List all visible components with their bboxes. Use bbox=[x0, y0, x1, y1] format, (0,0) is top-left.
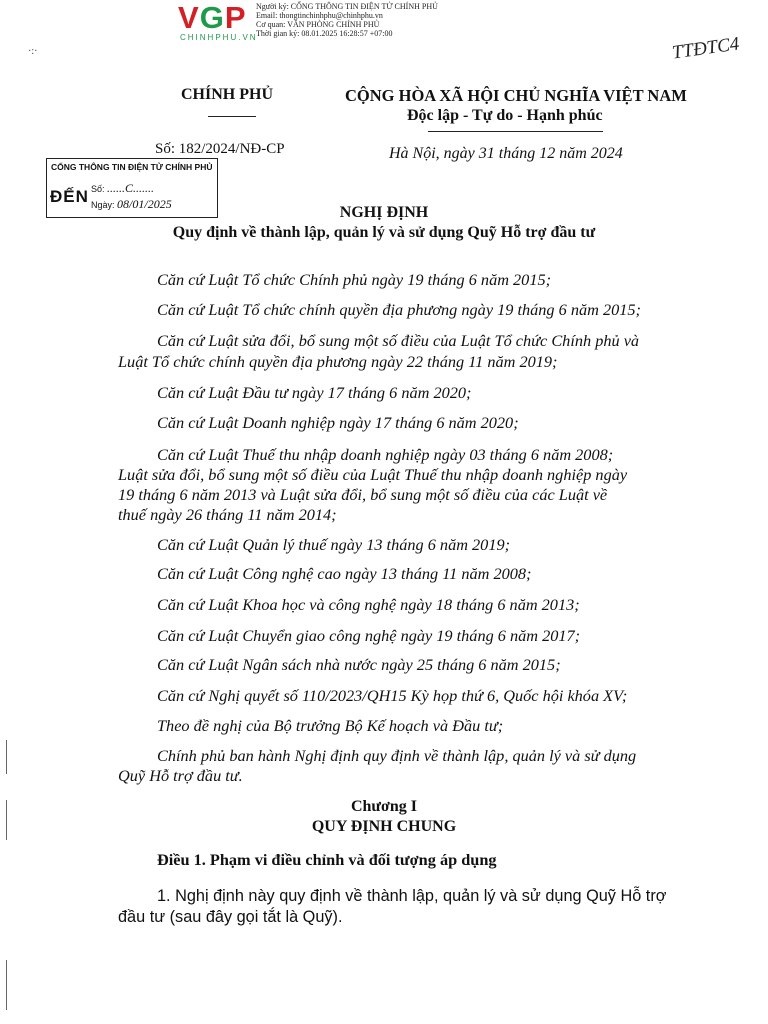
preamble-line: Căn cứ Luật Chuyển giao công nghệ ngày 19 tháng 6 năm 2017; bbox=[157, 626, 581, 645]
preamble-line: Căn cứ Luật Doanh nghiệp ngày 17 tháng 6 năm 2020; bbox=[157, 413, 519, 432]
preamble-line: Căn cứ Luật Thuế thu nhập doanh nghiệp ngày 03 tháng 6 năm 2008; bbox=[157, 445, 614, 464]
stamp-title: CỔNG THÔNG TIN ĐIỆN TỬ CHÍNH PHỦ bbox=[51, 162, 213, 172]
preamble-line: Căn cứ Luật Tổ chức chính quyền địa phương ngày 19 tháng 6 năm 2015; bbox=[157, 300, 641, 319]
place-date: Hà Nội, ngày 31 tháng 12 năm 2024 bbox=[389, 145, 623, 162]
signature-line-email: Email: thongtinchinhphu@chinhphu.vn bbox=[256, 11, 383, 20]
logo-letter-v: V bbox=[178, 0, 200, 35]
stamp-number bbox=[91, 181, 154, 196]
body-line: đầu tư (sau đây gọi tắt là Quỹ). bbox=[118, 908, 343, 926]
stamp-den: ĐẾN bbox=[50, 187, 89, 206]
preamble-line: Căn cứ Luật sửa đổi, bổ sung một số điều của Luật Tổ chức Chính phủ và bbox=[157, 331, 640, 350]
preamble-line: 19 tháng 6 năm 2013 và Luật sửa đổi, bổ sung một số điều của các Luật về bbox=[118, 485, 608, 504]
chapter-name: QUY ĐỊNH CHUNG bbox=[311, 818, 457, 835]
preamble-line: Căn cứ Luật Công nghệ cao ngày 13 tháng 11 năm 2008; bbox=[157, 564, 532, 583]
article-heading: Điều 1. Phạm vi điều chỉnh và đối tượng áp dụng bbox=[157, 850, 497, 869]
agency-underline bbox=[208, 116, 256, 117]
stamp-date-value: 08/01/2025 bbox=[117, 197, 172, 211]
document-title: NGHỊ ĐỊNH bbox=[339, 204, 429, 221]
preamble-line: Luật sửa đổi, bổ sung một số điều của Luật Thuế thu nhập doanh nghiệp ngày bbox=[118, 465, 628, 484]
body-line: 1. Nghị định này quy định về thành lập, quản lý và sử dụng Quỹ Hỗ trợ bbox=[157, 887, 667, 905]
preamble-line: Căn cứ Nghị quyết số 110/2023/QH15 Kỳ họp thứ 6, Quốc hội khóa XV; bbox=[157, 686, 628, 705]
preamble-line: Theo đề nghị của Bộ trưởng Bộ Kế hoạch và Đầu tư; bbox=[157, 716, 504, 735]
scan-margin-mark bbox=[6, 800, 7, 840]
logo-letter-g: G bbox=[199, 0, 225, 35]
preamble-line: Căn cứ Luật Khoa học và công nghệ ngày 18 tháng 6 năm 2013; bbox=[157, 595, 580, 614]
national-title: CỘNG HÒA XÃ HỘI CHỦ NGHĨA VIỆT NAM bbox=[345, 86, 687, 105]
scan-margin-mark bbox=[6, 960, 7, 1010]
national-motto: Độc lập - Tự do - Hạnh phúc bbox=[407, 107, 603, 124]
signature-line-signer: Người ký: CỔNG THÔNG TIN ĐIỆN TỬ CHÍNH PHỦ bbox=[256, 2, 438, 11]
scan-speck: ·:· bbox=[28, 46, 38, 57]
scan-margin-mark bbox=[6, 740, 7, 774]
stamp-date-label: Ngày: bbox=[91, 200, 115, 210]
preamble-line: Luật Tổ chức chính quyền địa phương ngày 22 tháng 11 năm 2019; bbox=[118, 352, 558, 371]
preamble-line: Căn cứ Luật Tổ chức Chính phủ ngày 19 tháng 6 năm 2015; bbox=[157, 270, 552, 289]
logo-site: CHINHPHU.VN bbox=[180, 33, 258, 42]
logo-letter-p: P bbox=[224, 0, 247, 35]
chapter-number: Chương I bbox=[350, 798, 418, 815]
preamble-line: Căn cứ Luật Đầu tư ngày 17 tháng 6 năm 2020; bbox=[157, 383, 472, 402]
issuing-agency: CHÍNH PHỦ bbox=[181, 86, 273, 103]
stamp-number-label: Số: bbox=[91, 184, 105, 194]
preamble-line: Chính phủ ban hành Nghị định quy định về thành lập, quản lý và sử dụng bbox=[157, 746, 637, 765]
vgp-logo bbox=[178, 2, 247, 34]
preamble-line: Quỹ Hỗ trợ đầu tư. bbox=[118, 766, 243, 785]
preamble-line: Căn cứ Luật Quản lý thuế ngày 13 tháng 6 năm 2019; bbox=[157, 535, 511, 554]
motto-underline bbox=[428, 131, 603, 132]
digital-signature bbox=[256, 2, 438, 38]
preamble-line: thuế ngày 26 tháng 11 năm 2014; bbox=[118, 505, 337, 524]
document-number: Số: 182/2024/NĐ-CP bbox=[155, 141, 285, 157]
signature-line-time: Thời gian ký: 08.01.2025 16:28:57 +07:00 bbox=[256, 29, 393, 38]
stamp-number-value: ......C....... bbox=[107, 181, 155, 195]
document-subtitle: Quy định về thành lập, quản lý và sử dụng Quỹ Hỗ trợ đầu tư bbox=[172, 224, 596, 241]
handwritten-note: TTĐTC4 bbox=[670, 33, 741, 64]
preamble-line: Căn cứ Luật Ngân sách nhà nước ngày 25 tháng 6 năm 2015; bbox=[157, 655, 561, 674]
signature-line-agency: Cơ quan: VĂN PHÒNG CHÍNH PHỦ bbox=[256, 20, 380, 29]
